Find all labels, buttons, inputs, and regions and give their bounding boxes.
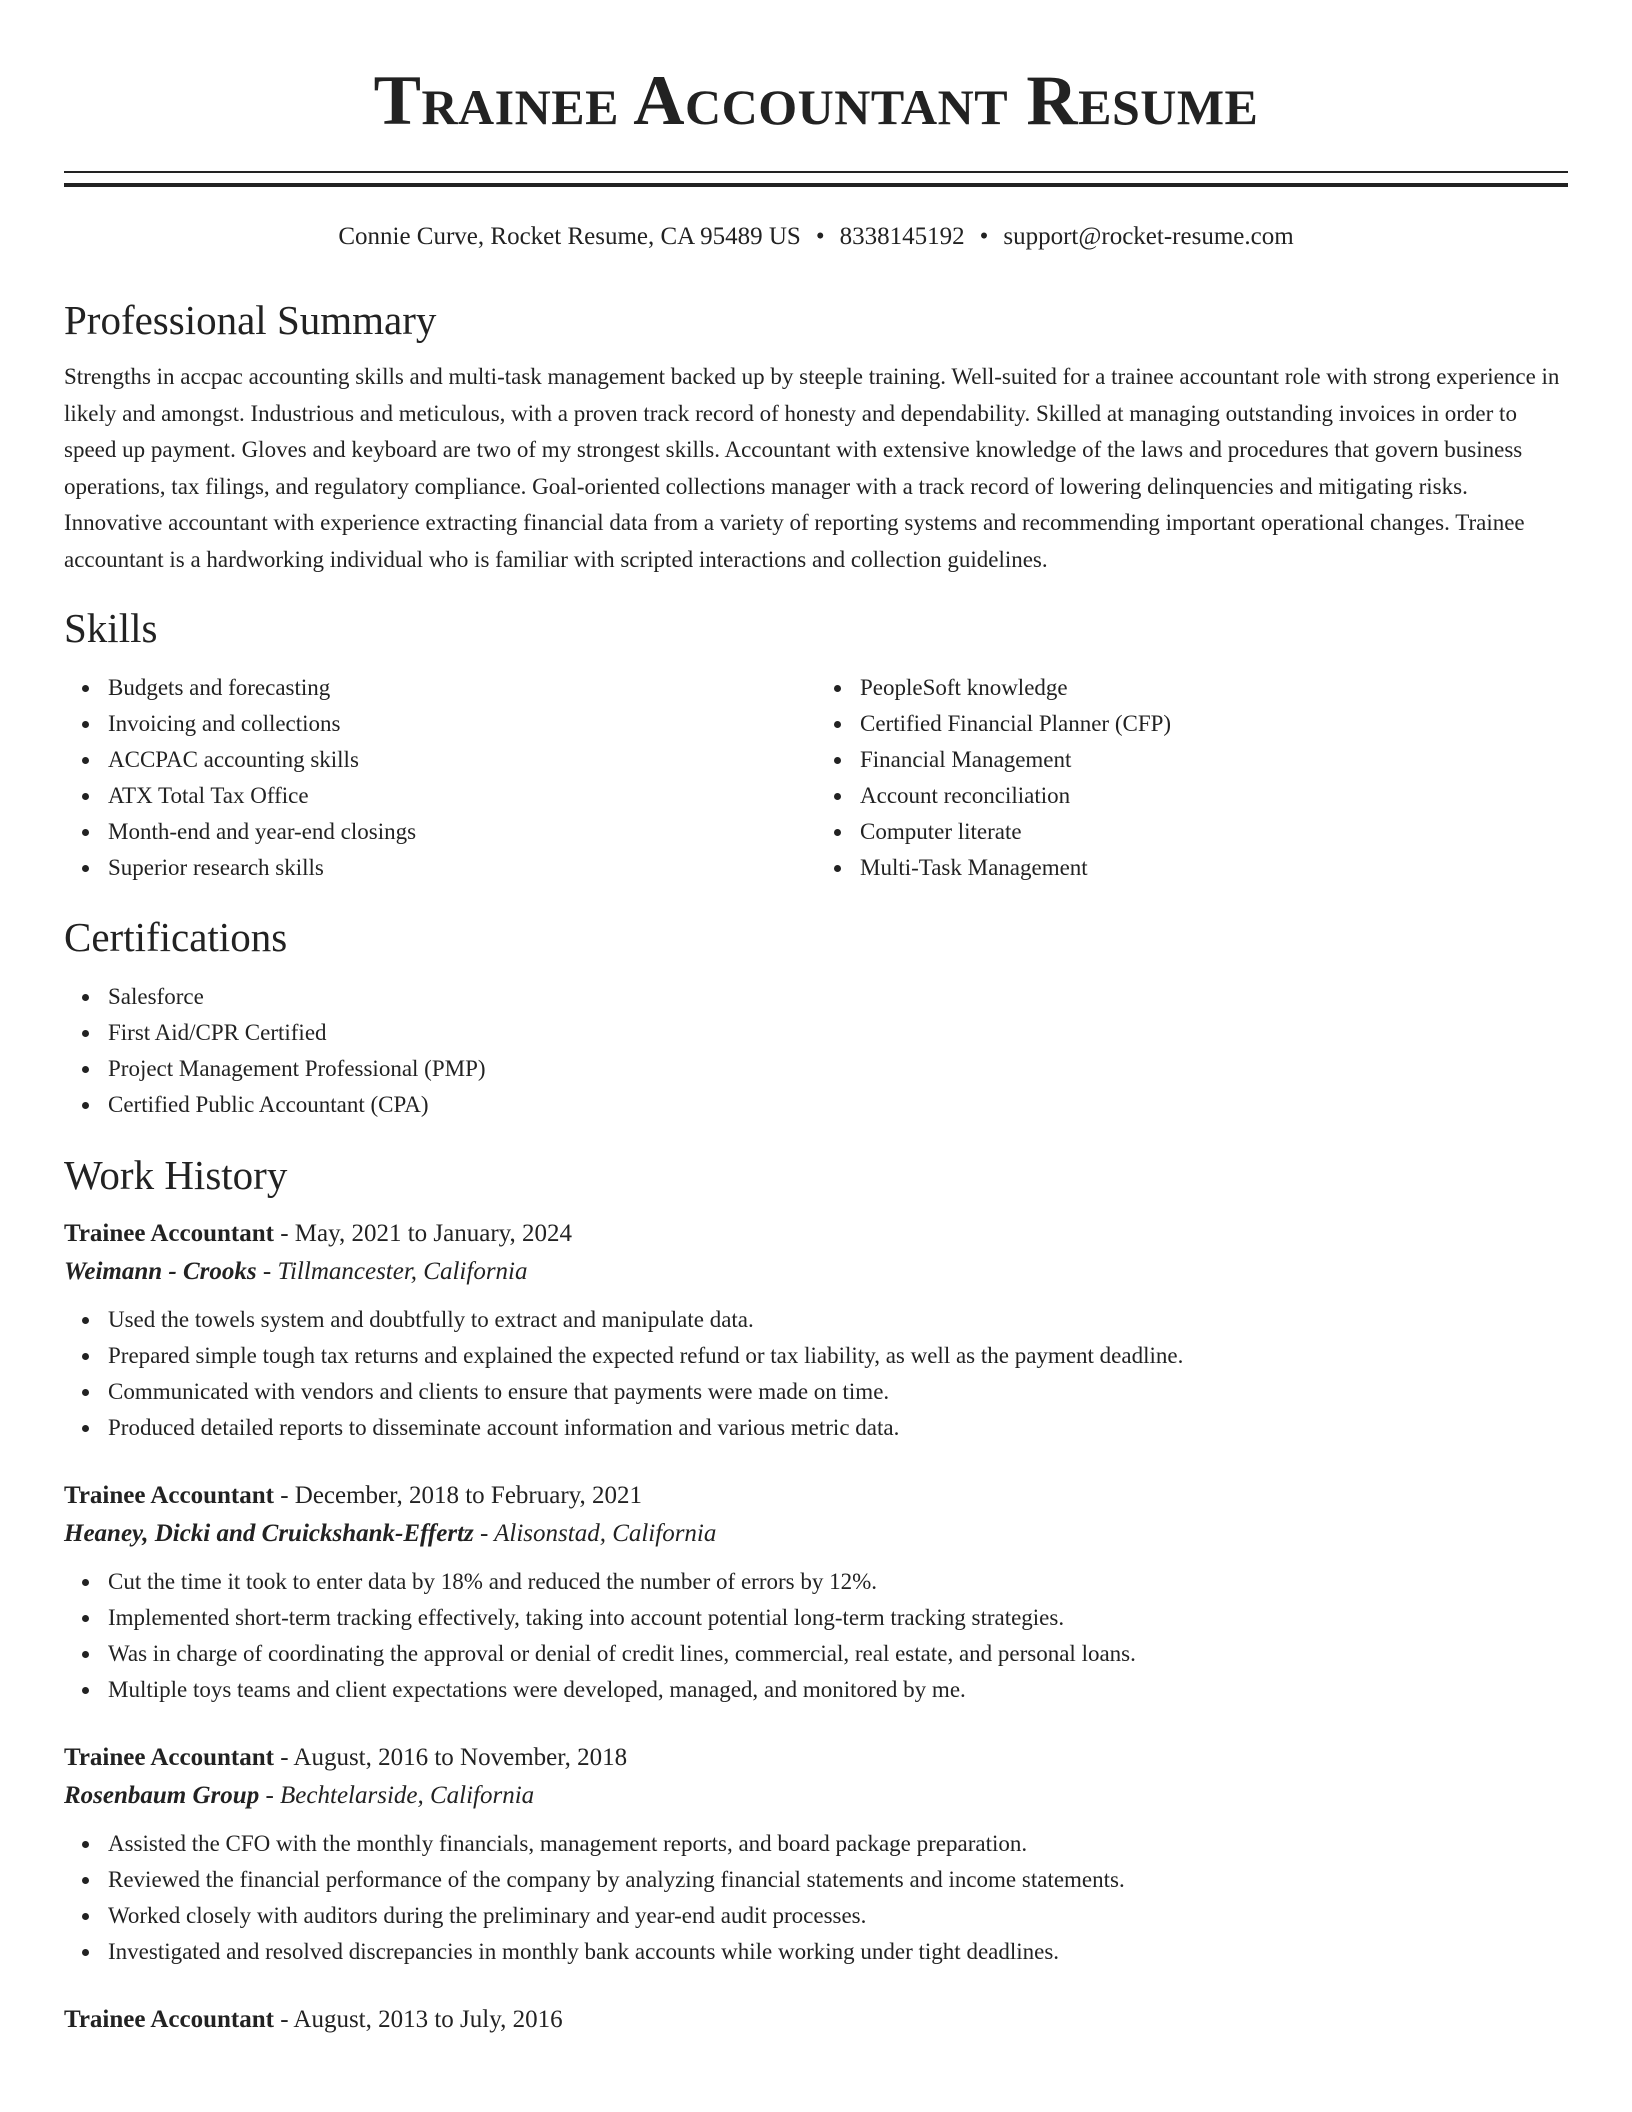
job-bullet: Was in charge of coordinating the approval or denial of credit lines, commercial, real estate, and personal loans. <box>108 1636 1568 1672</box>
skill-item: Computer literate <box>860 814 1568 850</box>
summary-heading: Professional Summary <box>64 297 437 343</box>
skill-item: Certified Financial Planner (CFP) <box>860 706 1568 742</box>
skill-item: Month-end and year-end closings <box>108 814 816 850</box>
job-company: Heaney, Dicki and Cruickshank-Effertz <box>64 1519 474 1547</box>
job-company: Weimann - Crooks <box>64 1257 257 1285</box>
job-bullet: Assisted the CFO with the monthly financials, management reports, and board package preparation. <box>108 1826 1568 1862</box>
job-employer <box>64 1514 1568 1554</box>
skills-list-right <box>816 670 1568 886</box>
job-header <box>64 2002 1568 2038</box>
job-dates: - May, 2021 to January, 2024 <box>273 1219 573 1247</box>
job-bullet: Cut the time it took to enter data by 18% and reduced the number of errors by 12%. <box>108 1564 1568 1600</box>
skill-item: ATX Total Tax Office <box>108 778 816 814</box>
job-header <box>64 1216 1568 1252</box>
job-bullet: Used the towels system and doubtfully to extract and manipulate data. <box>108 1302 1568 1338</box>
job-bullet: Communicated with vendors and clients to ensure that payments were made on time. <box>108 1374 1568 1410</box>
contact-line <box>64 221 1568 253</box>
job-bullets <box>64 1826 1568 1970</box>
contact-email: support@rocket-resume.com <box>1003 223 1294 250</box>
job-bullet: Implemented short-term tracking effectively, taking into account potential long-term tracking strategies. <box>108 1600 1568 1636</box>
job-title: Trainee Accountant <box>64 1219 274 1247</box>
certification-item: Project Management Professional (PMP) <box>108 1051 1568 1087</box>
job-dates: - August, 2013 to July, 2016 <box>273 2005 563 2033</box>
job-title: Trainee Accountant <box>64 1481 274 1509</box>
contact-phone: 8338145192 <box>839 223 965 250</box>
contact-address: Connie Curve, Rocket Resume, CA 95489 US <box>338 223 801 250</box>
job-location: - Tillmancester, California <box>256 1257 528 1285</box>
summary-text: Strengths in accpac accounting skills and multi-task management backed up by steeple training. Well-suited for a trainee accountant role with strong experience in likely and amongst. Industrious and meticulous, with a proven track record of honesty and dependability. Skilled at managing outstanding invoices in order to speed up payment. Gloves and keyboard are two of my strongest skills. Accountant with extensive knowledge of the laws and procedures that govern business operations, tax filings, and regulatory compliance. Goal-oriented collections manager with a track record of lowering delinquencies and mitigating risks. Innovative accountant with experience extracting financial data from a variety of reporting systems and recommending important operational changes. Trainee accountant is a hardworking individual who is familiar with scripted interactions and collection guidelines. <box>64 364 1560 572</box>
skills-columns <box>64 670 1568 886</box>
job-location: - Bechtelarside, California <box>259 1781 535 1809</box>
job-bullets <box>64 1564 1568 1708</box>
certification-item: First Aid/CPR Certified <box>108 1015 1568 1051</box>
job-entry <box>64 2002 1568 2038</box>
job-entry <box>64 1478 1568 1708</box>
job-title: Trainee Accountant <box>64 1743 274 1771</box>
skill-item: Account reconciliation <box>860 778 1568 814</box>
skill-item: PeopleSoft knowledge <box>860 670 1568 706</box>
job-entry <box>64 1216 1568 1446</box>
skill-item: ACCPAC accounting skills <box>108 742 816 778</box>
job-dates: - December, 2018 to February, 2021 <box>273 1481 643 1509</box>
job-location: - Alisonstad, California <box>473 1519 717 1547</box>
skills-list-left <box>64 670 816 886</box>
contact-separator: • <box>815 223 825 250</box>
skills-heading: Skills <box>64 604 158 651</box>
title-divider <box>64 171 1568 187</box>
certification-item: Salesforce <box>108 979 1568 1015</box>
job-bullet: Produced detailed reports to disseminate account information and various metric data. <box>108 1410 1568 1446</box>
skill-item: Multi-Task Management <box>860 850 1568 886</box>
job-bullet: Prepared simple tough tax returns and explained the expected refund or tax liability, as well as the payment deadline. <box>108 1338 1568 1374</box>
job-header <box>64 1740 1568 1776</box>
skill-item: Financial Management <box>860 742 1568 778</box>
skill-item: Superior research skills <box>108 850 816 886</box>
job-title: Trainee Accountant <box>64 2005 274 2033</box>
job-bullet: Multiple toys teams and client expectations were developed, managed, and monitored by me. <box>108 1672 1568 1708</box>
contact-separator: • <box>979 223 989 250</box>
job-header <box>64 1478 1568 1514</box>
skill-item: Budgets and forecasting <box>108 670 816 706</box>
skill-item: Invoicing and collections <box>108 706 816 742</box>
job-employer <box>64 1776 1568 1816</box>
job-bullet: Investigated and resolved discrepancies in monthly bank accounts while working under tight deadlines. <box>108 1934 1568 1970</box>
job-company: Rosenbaum Group <box>64 1781 260 1809</box>
job-bullets <box>64 1302 1568 1446</box>
job-bullet: Worked closely with auditors during the preliminary and year-end audit processes. <box>108 1898 1568 1934</box>
certifications-list <box>64 979 1568 1123</box>
job-dates: - August, 2016 to November, 2018 <box>273 1743 628 1771</box>
job-entry <box>64 1740 1568 1970</box>
certifications-heading: Certifications <box>64 913 288 960</box>
job-bullet: Reviewed the financial performance of the company by analyzing financial statements and income statements. <box>108 1862 1568 1898</box>
work-history-heading: Work History <box>64 1151 288 1198</box>
resume-title: Trainee Accountant Resume <box>373 62 1259 140</box>
job-employer <box>64 1252 1568 1292</box>
certification-item: Certified Public Accountant (CPA) <box>108 1087 1568 1123</box>
